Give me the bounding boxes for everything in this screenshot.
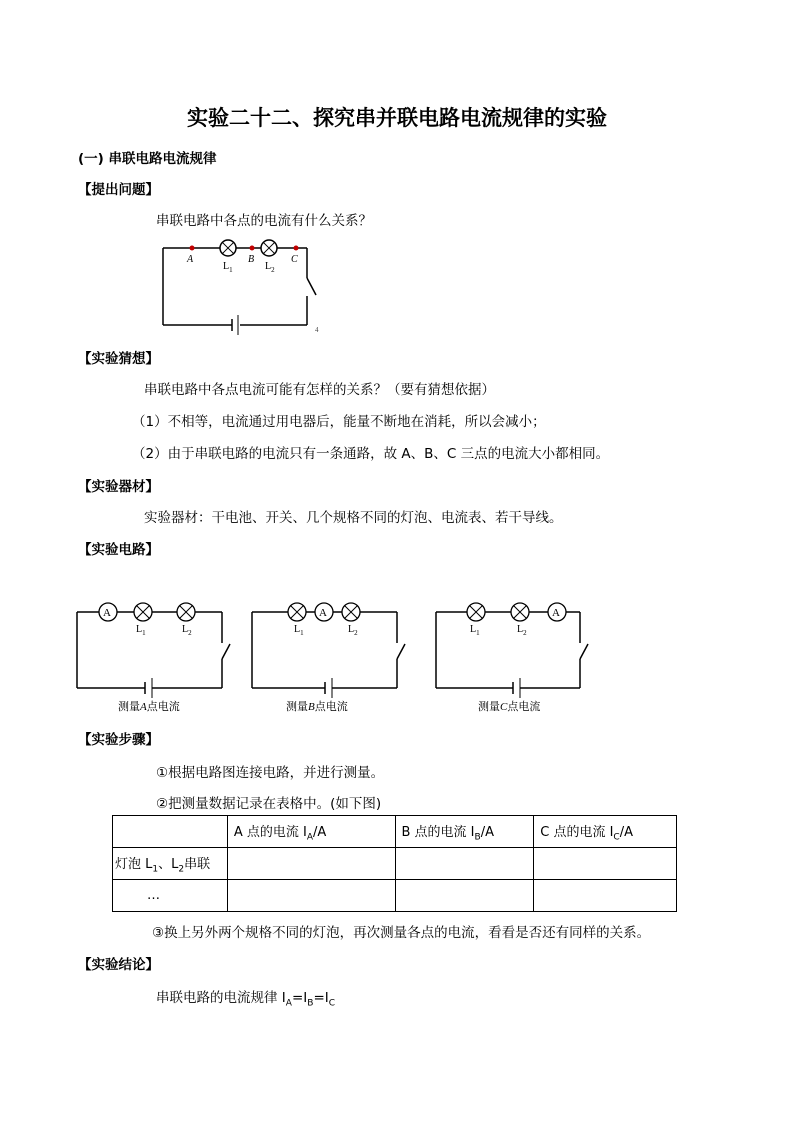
lamp1-label: $L_1$ bbox=[470, 624, 480, 637]
circuit-a-caption: 测量A点电流 bbox=[118, 701, 180, 713]
data-table bbox=[112, 815, 677, 912]
hypothesis-line-2: （2）由于串联电路的电流只有一条通路，故 A、B、C 三点的电流大小都相同。 bbox=[132, 446, 610, 462]
table-header-b: B 点的电流 $I_B/A$ bbox=[395, 816, 534, 848]
step-3: ③换上另外两个规格不同的灯泡，再次测量各点的电流，看看是否还有同样的关系。 bbox=[152, 925, 651, 941]
section-question: 【提出问题】 bbox=[78, 182, 159, 198]
table-row-label: … bbox=[113, 880, 228, 912]
equipment-text: 实验器材：干电池、开关、几个规格不同的灯泡、电流表、若干导线。 bbox=[144, 510, 563, 526]
circuit-measure-b bbox=[245, 595, 415, 720]
point-a-label: A bbox=[187, 254, 194, 265]
ammeter-label: A bbox=[552, 607, 560, 619]
lamp2-label: $L_2$ bbox=[265, 261, 275, 274]
table-cell bbox=[227, 848, 395, 880]
diagram-mark: 4 bbox=[315, 326, 319, 334]
table-header-a: A 点的电流 $I_A/A$ bbox=[227, 816, 395, 848]
lamp2-label: $L_2$ bbox=[348, 624, 358, 637]
table-header-c: C 点的电流 $I_C/A$ bbox=[534, 816, 677, 848]
circuit-measure-c bbox=[430, 595, 600, 720]
page-title: 实验二十二、探究串并联电路电流规律的实验 bbox=[187, 105, 607, 130]
table-cell bbox=[534, 848, 677, 880]
table-cell bbox=[113, 816, 228, 848]
ammeter-label: A bbox=[319, 607, 327, 619]
ammeter-label: A bbox=[103, 607, 111, 619]
section-steps: 【实验步骤】 bbox=[78, 732, 159, 748]
point-b-label: B bbox=[248, 254, 255, 265]
series-circuit-diagram bbox=[150, 232, 340, 337]
lamp2-label: $L_2$ bbox=[182, 624, 192, 637]
point-c-dot bbox=[294, 246, 299, 251]
section-circuit: 【实验电路】 bbox=[78, 542, 159, 558]
part1-heading: (一) 串联电路电流规律 bbox=[78, 151, 217, 167]
step-1: ①根据电路图连接电路，并进行测量。 bbox=[156, 765, 385, 781]
table-row-label: 灯泡 $L_1$、$L_2$串联 bbox=[113, 848, 228, 880]
table-cell bbox=[534, 880, 677, 912]
table-row bbox=[113, 880, 677, 912]
section-hypothesis: 【实验猜想】 bbox=[78, 351, 159, 367]
lamp1-label: $L_1$ bbox=[294, 624, 304, 637]
circuit-measure-a bbox=[70, 595, 240, 720]
hypothesis-line-1: （1）不相等，电流通过用电器后，能量不断地在消耗，所以会减小； bbox=[132, 414, 546, 430]
section-conclusion: 【实验结论】 bbox=[78, 957, 159, 973]
point-c-label: C bbox=[291, 254, 298, 265]
point-b-dot bbox=[250, 246, 255, 251]
hypothesis-line-0: 串联电路中各点电流可能有怎样的关系？（要有猜想依据） bbox=[144, 382, 495, 398]
table-cell bbox=[395, 880, 534, 912]
table-row bbox=[113, 848, 677, 880]
section-equipment: 【实验器材】 bbox=[78, 479, 159, 495]
point-a-dot bbox=[190, 246, 195, 251]
table-cell bbox=[227, 880, 395, 912]
table-header-row bbox=[113, 816, 677, 848]
step-2: ②把测量数据记录在表格中。(如下图) bbox=[156, 796, 382, 812]
circuit-c-caption: 测量C点电流 bbox=[478, 701, 541, 713]
lamp2-label: $L_2$ bbox=[517, 624, 527, 637]
table-cell bbox=[395, 848, 534, 880]
lamp1-label: $L_1$ bbox=[223, 261, 233, 274]
conclusion-text: 串联电路的电流规律 $I_A=I_B=I_C$ bbox=[156, 990, 336, 1009]
lamp1-label: $L_1$ bbox=[136, 624, 146, 637]
question-text: 串联电路中各点的电流有什么关系？ bbox=[156, 213, 372, 229]
circuit-b-caption: 测量B点电流 bbox=[286, 701, 348, 713]
